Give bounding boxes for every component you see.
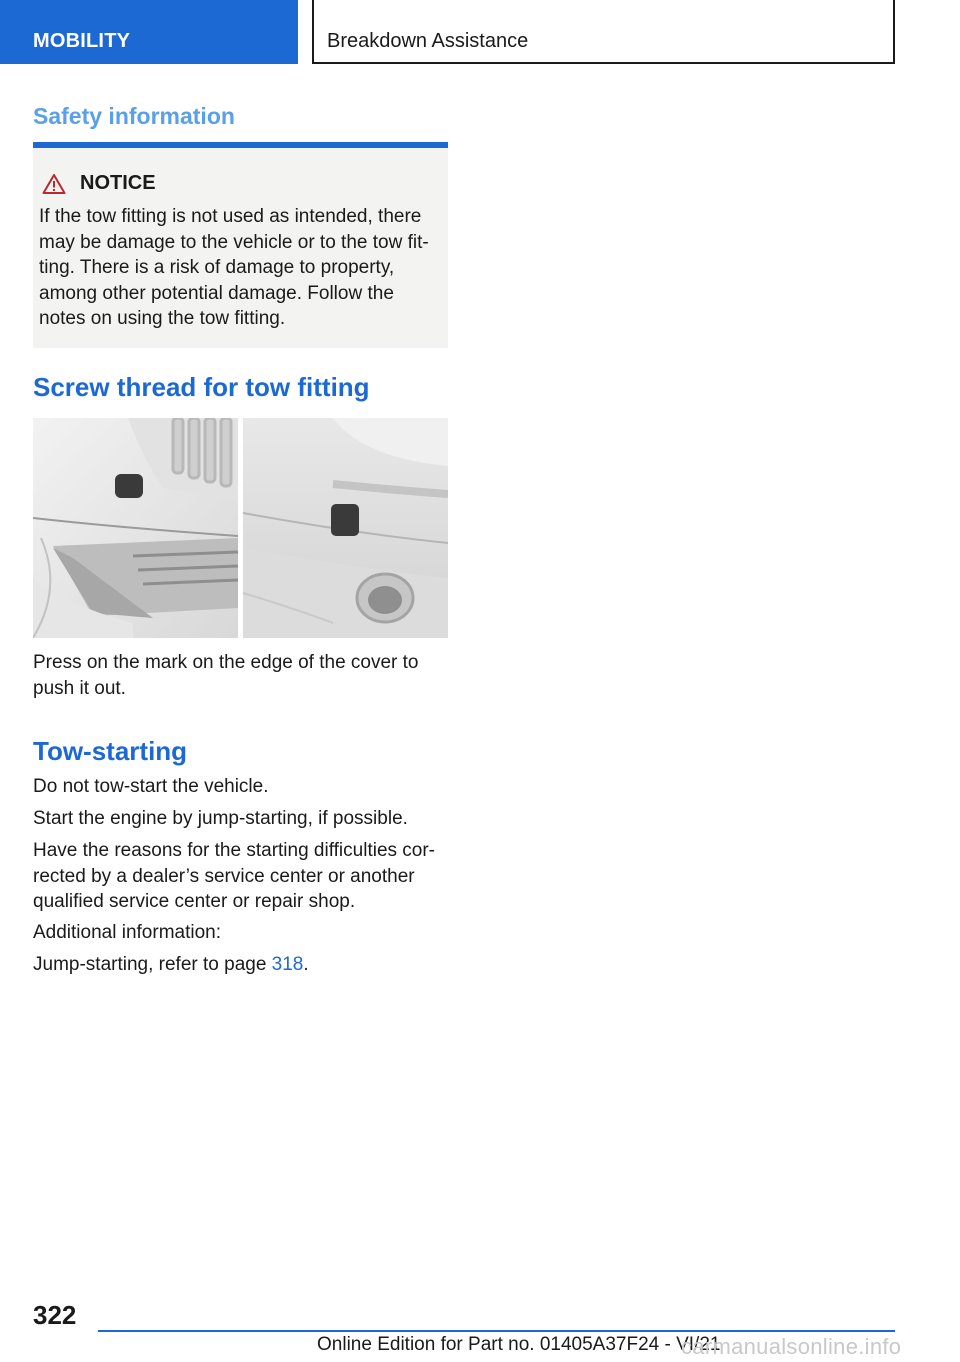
tow-fitting-cover-figure xyxy=(33,418,448,638)
paragraph-line: Have the reasons for the starting difficulties cor‐ xyxy=(33,840,436,861)
jump-starting-reference xyxy=(33,952,448,978)
watermark-text: carmanualsonline.info xyxy=(681,1334,902,1359)
front-tow-cover xyxy=(115,474,143,498)
notice-text xyxy=(39,204,439,332)
notice-box xyxy=(33,142,448,348)
screw-thread-caption xyxy=(33,650,448,701)
edition-info: Online Edition for Part no. 01405A37F24 - VI/21 xyxy=(317,1334,721,1355)
tow-starting-heading: Tow-starting xyxy=(33,736,188,766)
warning-triangle-icon xyxy=(42,173,66,195)
page-number: 322 xyxy=(33,1300,77,1330)
notice-line: If the tow fitting is not used as intended, there xyxy=(39,206,422,227)
header-chapter-label: Breakdown Assistance xyxy=(312,0,895,64)
tow-starting-paragraph-1: Do not tow-start the vehicle. xyxy=(33,776,269,797)
tow-fitting-cover-illustration xyxy=(33,418,448,638)
paragraph-line: qualified service center or repair shop. xyxy=(33,891,356,912)
page-318-link[interactable]: 318 xyxy=(271,954,304,975)
notice-line: may be damage to the vehicle or to the tow fit‐ xyxy=(39,231,429,253)
rear-bumper-view xyxy=(243,418,448,638)
rear-tow-cover xyxy=(331,504,359,536)
tow-starting-paragraph-2: Start the engine by jump-starting, if possible. xyxy=(33,808,408,829)
paragraph-line: rected by a dealer’s service center or another xyxy=(33,865,415,887)
header-section-label: MOBILITY xyxy=(0,0,298,64)
footer-divider xyxy=(98,1330,895,1332)
caption-line: Press on the mark on the edge of the cover to xyxy=(33,652,419,673)
reference-text: Jump-starting, refer to page xyxy=(33,954,272,975)
notice-label: NOTICE xyxy=(80,172,156,194)
safety-information-heading: Safety information xyxy=(33,103,235,129)
notice-line: among other potential damage. Follow the xyxy=(39,282,394,304)
screw-thread-heading: Screw thread for tow fitting xyxy=(33,372,370,402)
notice-header xyxy=(42,172,156,195)
reference-suffix: . xyxy=(303,954,309,975)
notice-line: notes on using the tow fitting. xyxy=(39,308,286,329)
front-bumper-view xyxy=(33,418,238,638)
tow-starting-paragraph-3 xyxy=(33,838,448,915)
additional-information-label: Additional information: xyxy=(33,922,221,943)
caption-line: push it out. xyxy=(33,677,126,699)
notice-line: ting. There is a risk of damage to property, xyxy=(39,257,395,278)
